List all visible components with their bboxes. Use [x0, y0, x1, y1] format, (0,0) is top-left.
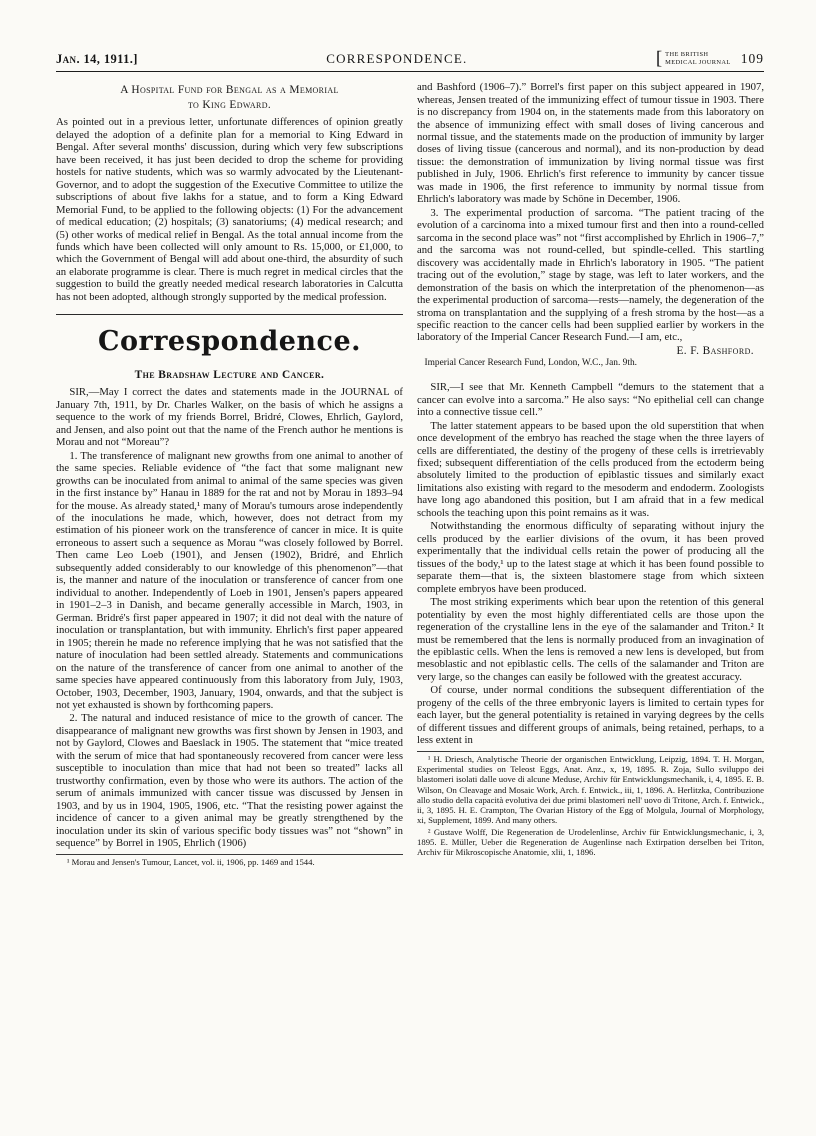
journal-imprint [656, 50, 764, 67]
page-body [56, 81, 764, 868]
letter-paragraph: SIR,—I see that Mr. Kenneth Campbell “demurs to the statement that a cancer can evolve into a sarcoma.” He also says: “No epithelial cell can change into a connective tissue cell.” [417, 381, 764, 419]
footnote: ¹ H. Driesch, Analytische Theorie der organischen Entwicklung, Leipzig, 1894. T. H. Morgan, Experimental studies on Teleost Eggs, Anat. Anz., x, 19, 1895. R. Zoja, Sullo sviluppo dei blastomeri isolati dalle uove di alcune Meduse, Archiv für Entwicklungsmechanik, i, 4, 1895. E. B. Wilson, On Cleavage and Mosaic Work, Arch. f. Entwick., iii, 1, 1896. A. Herlitzka, Contribuzione allo studio della capacità evolutiva dei due primi blastomeri nell' uovo di Tritone, Arch. f. Entwick., ii, 3, 1895. H. E. Crampton, The Ovarian History of the Egg of Molgula, Journal of Morphology, xi, Supplement, 1899. And many others. [417, 753, 764, 826]
article-title-hospital-fund [56, 83, 403, 112]
footnote: ² Gustave Wolff, Die Regeneration de Urodelenlinse, Archiv für Entwicklungsmechanic, i, 3, 1895. E. Müller, Ueber die Regeneration de Augenlinse nach Extirpation derselben bei Triton, Archiv für Mikroscopische Anatomie, xlii, 1, 1896. [417, 826, 764, 858]
footnote-block [56, 854, 403, 867]
right-column [417, 81, 764, 868]
letter-paragraph: and Bashford (1906–7).” Borrel's first paper on this subject appeared in 1907, whereas, Jensen treated of the immunizing effect of tumour tissue in 1903. There is no discrepancy from 1904 on, in the statements made from this laboratory on the absence of immunizing effect with small doses of living cancerous and normal tissue, and the statements made on the production of immunity by larger doses of living tissue (cancerous and normal), and its non-production by dead tissue: the demonstration of immunization by living normal tissue was first published in July, 1906. Ehrlich's first reference to immunity by cancer tissue was made in 1906, the first reference to immunity by normal tissue from Ehrlich's laboratory was made by Schöne in December, 1906. [417, 81, 764, 206]
letter-paragraph: SIR,—May I correct the dates and statements made in the JOURNAL of January 7th, 1911, by Dr. Charles Walker, on the basis of which he assigns a sequence to the work of my friends Borrel, Bridré, Clowes, Ehrlich, Gaylord, and Jensen, and also point out that the name of the French author he mentions is Morau and not “Moreau”? [56, 386, 403, 449]
hospital-fund-body: As pointed out in a previous letter, unfortunate differences of opinion greatly delayed the adoption of a definite plan for a memorial to King Edward in Bengal. After several months' discussion, during which very few subscriptions have been received, it has just been decided to drop the scheme for providing hostels for native students, which was so warmly advocated by the Lieutenant-Governor, and to adopt the suggestion of the Executive Committee to utilize the subscriptions of about five lakhs for a statue, and to form a King Edward Memorial Fund, to be applied to the following objects: (1) For the advancement of medical education; (2) hospitals; (3) sanatoriums; (4) medical research; and (5) other works of medical relief in Bengal. As the total annual income from the funds which have been collected will only amount to Rs. 15,000, or £1,000, to which the Government of Bengal will add about one-third, the absurdity of such an elaborate programme is clear. There is much regret in medical circles that the suggestion to build the greatly needed medical research laboratories in Calcutta has not been adopted, although strongly supported by the medical profession. [56, 116, 403, 303]
article-title-line2: to King Edward. [187, 98, 272, 111]
signature-address: Imperial Cancer Research Fund, London, W.C., Jan. 9th. [424, 358, 637, 369]
issue-date: Jan. 14, 1911.] [56, 52, 138, 67]
letter-paragraph: The most striking experiments which bear upon the retention of this general potentiality by even the most highly differentiated cells are those upon the regeneration of the crystalline lens in the eye of the salamander and Triton.² It must be remembered that the lens is normally produced from an invagination of the epiblastic cells. When the lens is removed a new lens is developed, but from mesoblastic and not epiblastic cells. The cells of the salamander and Triton are very large, so the changes can easily be followed with the greatest accuracy. [417, 596, 764, 683]
letter-paragraph: 3. The experimental production of sarcoma. “The patient tracing of the evolution of a carcinoma into a mixed tumour first and then into a round-celled sarcoma in the second place was” not “first accomplished by Ehrlich in 1906–7,” and the sarcoma was not round-celled, but spindle-celled. This startling discovery was accidentally made in Ehrlich's laboratory in 1905. “The patient tracing out of the evolution,” stage by stage, was left to later workers, and the demonstration of the basis on which the interpretation of the phenomenon—as the experimental production of sarcoma—rests—namely, the degeneration of the stroma on transplantation and the supplying of a fresh stroma by the host—as a specific reaction to the cancer cells had been supplied earlier by workers in the laboratory of the Imperial Cancer Research Fund.—I am, etc., [417, 206, 764, 344]
letter-paragraph: The latter statement appears to be based upon the old superstition that when once development of the embryo has reached the stage when the three layers of cells are differentiated, the destiny of the progeny of these cells is irretrievably fixed; subsequent differentiation of the cells produced from the ectoderm being absolutely limited to the production of epiblastic tissues and similarly exact limitations also existing with regard to the mesoderm and endoderm. Zoologists have long ago abandoned this position, but I am afraid that in a few medical schools the teaching upon this point remains as it was. [417, 419, 764, 519]
journal-name-line2: MEDICAL JOURNAL [665, 58, 731, 66]
letter-paragraph: Notwithstanding the enormous difficulty of separating without injury the cells produced by the earlier divisions of the ovum, it has been proved experimentally that the individual cells retain the power of producing all the tissues of the body,¹ up to the latest stage at which it has been found possible to separate them—that is, the sixteen blastomere stage from which sixteen complete embryos have been produced. [417, 520, 764, 595]
footnote-rule [56, 854, 403, 855]
letter-paragraph: 2. The natural and induced resistance of mice to the growth of cancer. The disappearance of malignant new growths was first shown by Jensen in 1903, and not by Gaylord, Clowes and Baeslack in 1905. The statement that “mice treated with the serum of mice that had spontaneously recovered from cancer were less susceptible to inoculation than mice that had not been so treated” lacks all trustworthy confirmation, even by those who were its authors. The action of the serum of animals immunized with cancer tissue was discussed by Jensen in 1903, and by us in 1904, 1905, 1906, etc. “That the resisting power against the incidence of cancer to a given animal may be greatly strengthened by the inoculation under its skin of various specific body tissues was” not “shown” in sequence” by Borrel in 1905, Ehrlich (1906) [56, 712, 403, 850]
page-number: 109 [740, 50, 764, 66]
running-head: CORRESPONDENCE. [326, 51, 468, 67]
footnote-rule [417, 751, 764, 752]
signature: E. F. Bashford. [676, 344, 754, 357]
article-title-line1: A Hospital Fund for Bengal as a Memorial [120, 84, 339, 97]
letter-paragraph: 1. The transference of malignant new growths from one animal to another of the same species. Reliable evidence of “the fact that some malignant new growths can be inoculated from animal to animal of the same species was given in the first instance by” Hanau in 1889 for the rat and not by Morau in 1893–94 for the mouse. As already stated,¹ many of Morau's tumours arose independently of the inoculations he made, which, however, does not detract from my estimation of his pioneer work on the transference of cancer in mice. It is quite erroneous to assert such a sequence as Morau “was closely followed by Borrel. Then came Leo Loeb (1901), and Jensen (1902), Bridré, and Ehrlich subsequently added considerably to our knowledge of this phenomenon”—that is, the manner and nature of the inoculation or transference of cancer from one individual to another. Independently of Loeb in 1901, Jensen's papers appeared in 1901–2–3 in Danish, and became generally accessible in March, 1903, in German. Bridré's first paper appeared in 1907; it did not deal with the nature of inoculation or transplantation, but with immunity. Ehrlich's first paper appeared in 1905; therein he made no reference implying that he was not satisfied that the nature of inoculation had been settled already. Statements and communications on the nature of the transference of cancer from one animal to another of the same species have appeared continuously from this laboratory from July, 1903, October, 1903, December, 1903, January, 1904, onwards, and that the subject is not yet exhausted is shown by forthcoming papers. [56, 449, 403, 711]
journal-name [665, 51, 731, 66]
correspondence-masthead: Correspondence. [97, 326, 362, 358]
page-header [56, 50, 764, 72]
letter-title-bradshaw: The Bradshaw Lecture and Cancer. [134, 369, 325, 381]
footnote: ¹ Morau and Jensen's Tumour, Lancet, vol. ii, 1906, pp. 1469 and 1544. [66, 856, 315, 867]
letter-paragraph: Of course, under normal conditions the subsequent differentiation of the progeny of the cells of the three embryonic layers is limited to certain types for each layer, but the general potentiality is retained in varying degrees by the cells of different tissues and different groups of animals, being retained, perhaps, to a less extent in [417, 684, 764, 747]
journal-name-line1: THE BRITISH [665, 51, 709, 59]
section-divider [56, 314, 403, 315]
bracket-glyph: [ [655, 48, 663, 69]
left-column [56, 81, 403, 868]
footnote-block [417, 751, 764, 858]
